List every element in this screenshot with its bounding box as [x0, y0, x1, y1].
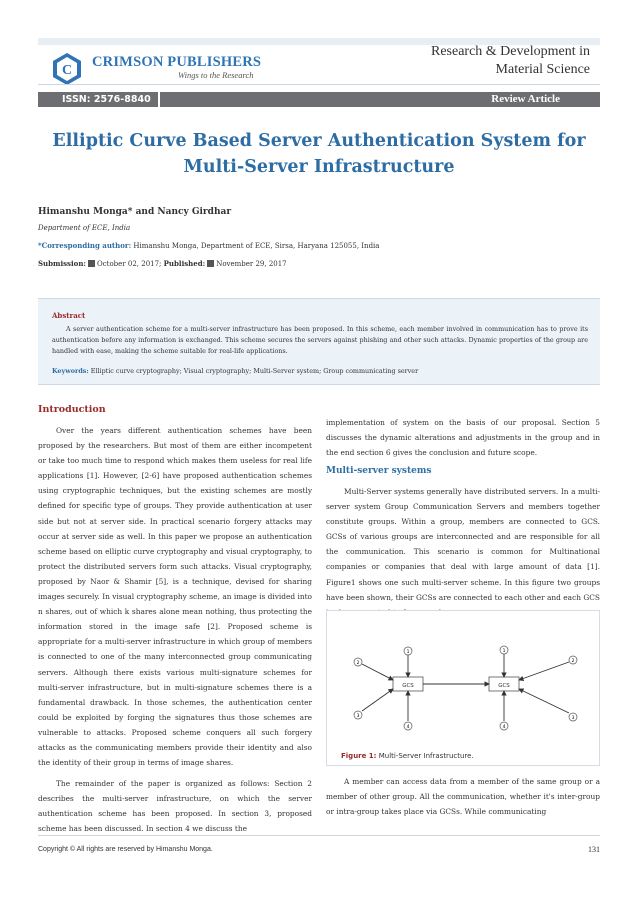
page-number: 131: [588, 845, 600, 854]
logo-letter: C: [61, 63, 73, 78]
affiliation: Department of ECE, India: [38, 224, 131, 232]
publisher-name: CRIMSON PUBLISHERS: [92, 54, 262, 70]
multiserver-paragraph-1: Multi-Server systems generally have distributed servers. In a multi-server system Group Communication Servers and members together constitute groups. Within a group, members are connected to GCS. GCSs of various groups are interconnected and are responsible for all the communication. This scenario is common for Multinational companies or companies that deal with large amount of data [1]. Figure1 shows one such multi-server scheme. In this figure two groups have been shown, their GCSs are connected to each other and each GCS: [326, 487, 600, 602]
member-label: 1: [502, 649, 506, 654]
right-column-top: [326, 415, 600, 460]
introduction-heading: Introduction: [38, 404, 106, 415]
member-label: 4: [406, 725, 410, 730]
member-label: 3: [356, 714, 360, 719]
multi-server-diagram: [327, 611, 599, 749]
intro-paragraph-1: Over the years different authentication schemes have been proposed by the researchers. But most of them are either incompetent or take too much time to respond which makes them useless for real life applications [1]. However, [2-6] have proposed authentication schemes using cryptographic techniques, but the existing schemes are mostly defined for specific type of groups. They provide authentication at user side but not at server side. In practical scenario forgery attacks may occur at server side as well. In this paper we propose an authentication scheme based on elliptic curve cryptography and visual cryptography, to protect the distributed servers form such attacks. Visual cryptography, proposed by Naor & Shamir [5], is a technique, devised for sharing images securely. In visual cryptography scheme, an image is divided into n shares, out of which k shares alone mean nothing, thus protecting the information stored in the image safe [2]. Proposed scheme is appropriate for a multi-server infrastructure in which group of members is connected to one of the many interconnected group communicating servers. Although there exists various multi-signature schemes for multi-server infrastructure, but in multi-signature schemes there is a fundamental drawback. In those schemes, the authentication center could be exploited by forging the signatures thus those schemes are vulnerable to attacks. Proposed scheme conquers all such forgery attacks as the communicating members provide their identity and also the identity of their group in terms of image shares.: [38, 426, 312, 768]
corresponding-author: [38, 241, 379, 250]
gcs-right-label: GCS: [498, 683, 510, 689]
copyright: Copyright © All rights are reserved by Himanshu Monga.: [38, 846, 213, 853]
journal-name-line1: Research & Development in: [430, 44, 590, 59]
keywords: [52, 367, 418, 375]
abstract-body: A server authentication scheme for a multi-server infrastructure has been proposed. In this scheme, each member involved in communication has to prove its authentication before any information is exchanged. This scheme secures the servers against phishing and other such attacks. Dynamic properties of the group are handled with ease, making the scheme suitable for real-life applications.: [52, 325, 588, 355]
multiserver-heading: Multi-server systems: [326, 466, 432, 476]
keywords-label: Keywords:: [52, 367, 89, 375]
member-label: 2: [356, 661, 360, 666]
authors: Himanshu Monga* and Nancy Girdhar: [38, 207, 232, 217]
calendar-icon: [207, 260, 214, 267]
left-column: [38, 423, 312, 837]
figure-caption: [341, 752, 474, 760]
right-column-bottom: [326, 774, 600, 819]
abstract-heading: Abstract: [52, 311, 86, 320]
issn-banner: ISSN: 2576-8840: [38, 92, 158, 107]
calendar-icon: [88, 260, 95, 267]
corresponding-label: *Corresponding author:: [38, 241, 132, 250]
member-label: 4: [502, 725, 506, 730]
journal-name-line2: Material Science: [495, 62, 590, 77]
title-line1: Elliptic Curve Based Server Authentication System for: [52, 131, 586, 151]
member-label: 3: [571, 716, 575, 721]
publisher-tagline: Wings to the Research: [178, 70, 254, 80]
intro-continued: implementation of system on the basis of our proposal. Section 5 discusses the dynamic alterations and adjustments in the group and in the end section 6 gives the conclusion and future scope.: [326, 418, 600, 458]
published-label: Published:: [163, 259, 206, 268]
submission-date: October 02, 2017;: [97, 260, 162, 268]
member-label: 1: [406, 650, 410, 655]
published-date: November 29, 2017: [216, 260, 287, 268]
header-divider: [38, 84, 600, 85]
gcs-left-label: GCS: [402, 683, 414, 689]
keywords-text: Elliptic curve cryptography; Visual cryptography; Multi-Server system; Group communicating server: [90, 367, 419, 375]
article-title: [38, 128, 600, 180]
footer-divider: [38, 835, 600, 836]
right-column-mid: [326, 484, 600, 620]
submission-label: Submission:: [38, 259, 86, 268]
multiserver-paragraph-2: A member can access data from a member of the same group or a member of other group. All the communication, whether it's inter-group or intra-group takes place via GCSs. While communicating: [326, 777, 600, 817]
corresponding-text: Himanshu Monga, Department of ECE, Sirsa, Haryana 125055, India: [133, 242, 380, 250]
figure-1: [326, 610, 600, 766]
figure-caption-text: Multi-Server Infrastructure.: [378, 752, 474, 760]
member-label: 2: [571, 659, 575, 664]
publisher-logo-icon: [52, 52, 82, 86]
article-dates: [38, 259, 287, 268]
article-type-banner: Review Article: [160, 92, 600, 107]
figure-caption-label: Figure 1:: [341, 752, 377, 760]
title-line2: Multi-Server Infrastructure: [183, 157, 455, 177]
intro-paragraph-2: The remainder of the paper is organized as follows: Section 2 describes the multi-server infrastructure, on which the server authentication scheme has been proposed. In section 3, proposed scheme has been discussed. In section 4 we discuss the: [38, 779, 312, 834]
